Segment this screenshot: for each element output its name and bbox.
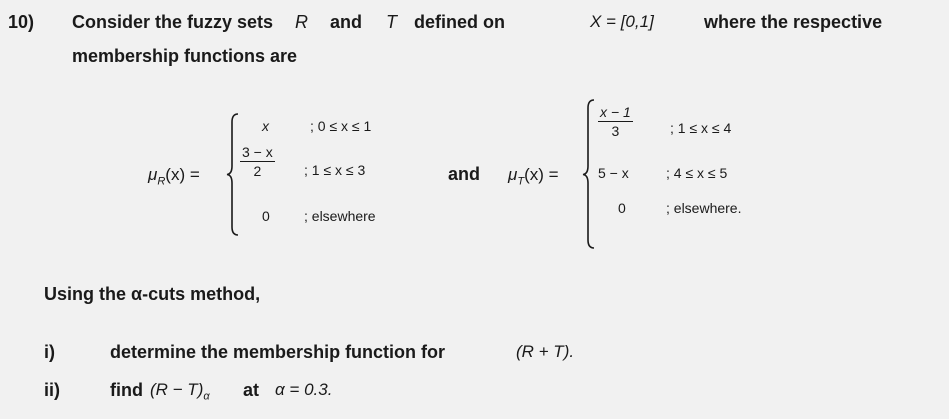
mu-t-case1-cond: ; 1 ≤ x ≤ 4: [670, 120, 732, 136]
mu-t-label: $\mu_T(x)$ =: [508, 165, 559, 188]
connector-and: and: [448, 164, 481, 184]
mu-t-case2-cond: ; 4 ≤ x ≤ 5: [666, 165, 728, 181]
mu-t-case2-expr: 5 − x: [598, 165, 629, 181]
part-ii-label: ii): [44, 380, 60, 400]
mu-r-case2-fraction: $\frac{3 - x}{2}$: [242, 144, 273, 179]
part-i-label: i): [44, 342, 55, 362]
mu-r-brace: [226, 112, 240, 237]
set-r-symbol: R: [295, 12, 308, 32]
mu-t-case1-fraction: $\frac{x - 1}{3}$: [600, 104, 631, 139]
universe-expression: X = [0,1]: [590, 12, 654, 31]
set-t-symbol: T: [386, 12, 397, 32]
mu-r-case3-cond: ; elsewhere: [304, 208, 376, 224]
mu-r-case3-expr: 0: [262, 208, 270, 224]
method-text: Using the α-cuts method,: [44, 284, 261, 304]
mu-r-label: $\mu_R(x)$ =: [148, 165, 200, 188]
intro-text-3: where the respective: [704, 12, 883, 32]
part-ii-text: find: [110, 380, 143, 400]
part-ii-at: at: [243, 380, 260, 400]
part-i-expression: (R + T).: [516, 342, 575, 361]
mu-t-case3-expr: 0: [618, 200, 626, 216]
part-ii-expression: $(R - T)_\alpha$: [150, 380, 210, 403]
mu-t-case3-cond: ; elsewhere.: [666, 200, 742, 216]
mu-r-case2-cond: ; 1 ≤ x ≤ 3: [304, 162, 366, 178]
and-text: and: [330, 12, 363, 32]
part-i-text: determine the membership function for: [110, 342, 446, 362]
intro-text-2: defined on: [414, 12, 505, 32]
mu-t-brace: [582, 98, 596, 250]
intro-text-1: Consider the fuzzy sets: [72, 12, 274, 32]
part-ii-value: α = 0.3.: [275, 380, 333, 399]
mu-r-case1-expr: x: [262, 118, 269, 134]
question-number: 10): [8, 12, 35, 32]
mu-r-case1-cond: ; 0 ≤ x ≤ 1: [310, 118, 372, 134]
intro-line-2: membership functions are: [72, 46, 298, 66]
